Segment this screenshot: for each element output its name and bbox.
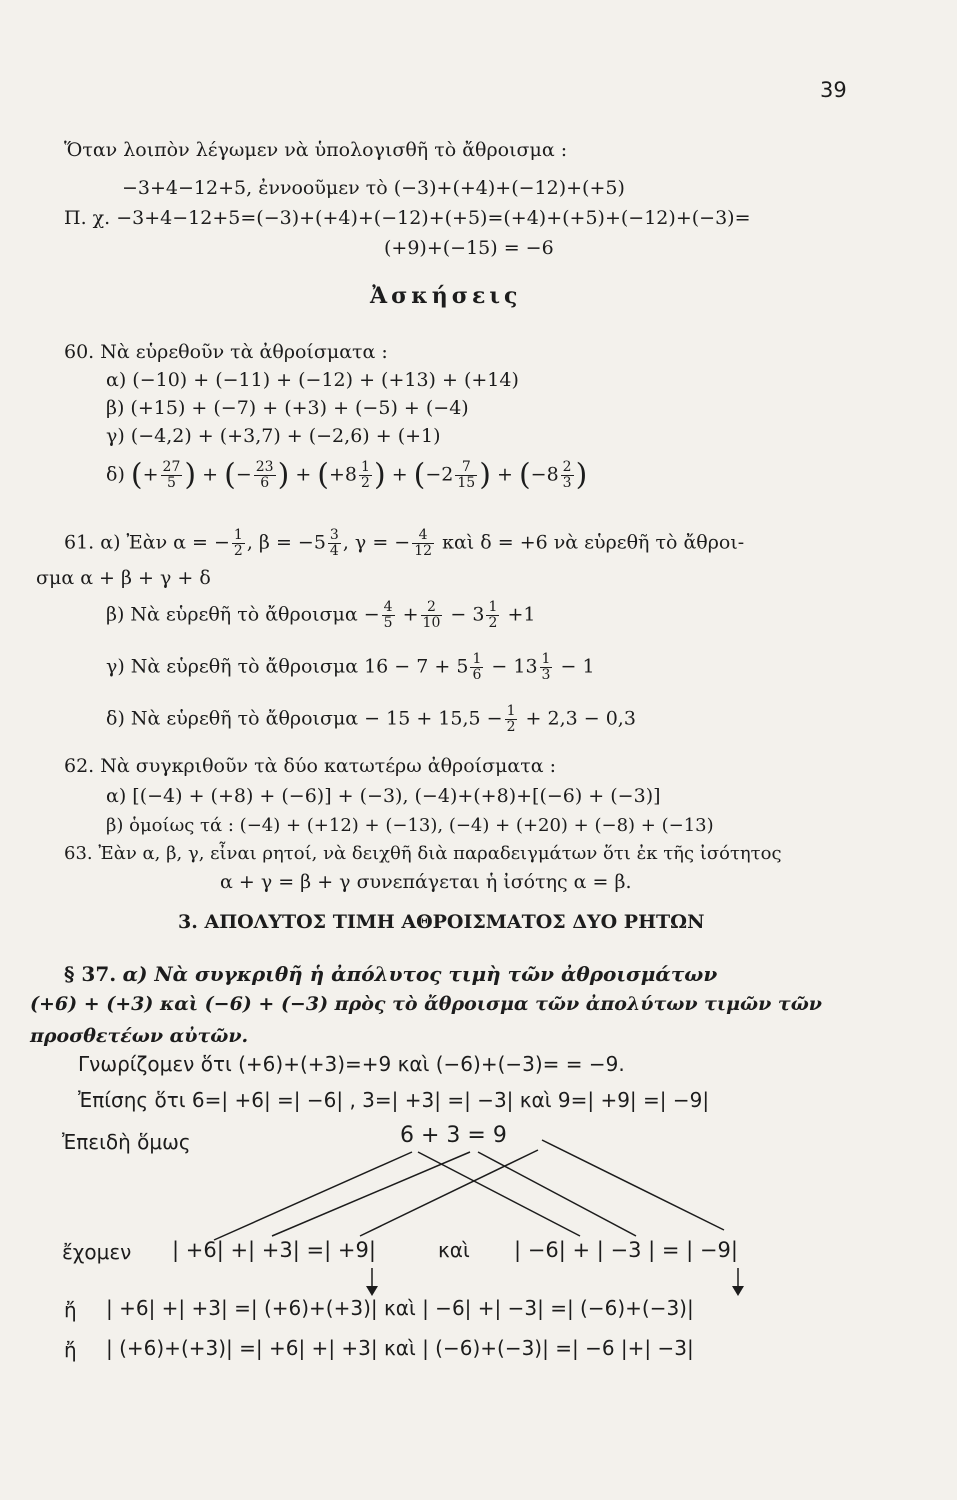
arrow-9-right: [542, 1140, 724, 1230]
paragraph-37-line-3: προσθετέων αὐτῶν.: [30, 1025, 249, 1047]
exercise-60-d: δ) (+ $\frac{27}{5}$ ) + (− $\frac{23}{6}$ ) + (+8 $\frac{1}{2}$ ) + (−2 $\frac{7}{15}$ ) + (−8 $\frac{2}{3}$ ): [106, 457, 588, 493]
arrow-down-left-head: [366, 1286, 378, 1296]
or-line-2-label: ἤ: [64, 1338, 77, 1362]
exercise-60-b: β) (+15) + (−7) + (+3) + (−5) + (−4): [106, 397, 469, 419]
paragraph-37-line-1: § 37. α) Νὰ συγκριθῆ ἡ ἀπόλυτος τιμὴ τῶν ἀθροισμάτων: [64, 962, 718, 986]
we-have-kai: καὶ: [438, 1238, 470, 1262]
exercise-60-intro: 60. Νὰ εὑρεθοῦν τὰ ἀθροίσματα :: [64, 341, 388, 363]
exercises-heading: Ἀσκήσεις: [370, 283, 522, 309]
exercise-61-d: δ) Νὰ εὑρεθῆ τὸ ἄθροισμα − 15 + 15,5 − $\frac{1}{2}$ + 2,3 − 0,3: [106, 703, 636, 735]
section-title: 3. ΑΠΟΛΥΤΟΣ ΤΙΜΗ ΑΘΡΟΙΣΜΑΤΟΣ ΔΥΟ ΡΗΤΩΝ: [178, 911, 705, 933]
since-label: Ἐπειδὴ ὅμως: [62, 1130, 191, 1154]
exercise-61-b: β) Νὰ εὑρεθῆ τὸ ἄθροισμα − $\frac{4}{5}$ + $\frac{2}{10}$ − 3 $\frac{1}{2}$ +1: [106, 599, 536, 631]
arrow-down-right-head: [732, 1286, 744, 1296]
intro-line-4: (+9)+(−15) = −6: [384, 237, 554, 259]
we-have-label: ἔχομεν: [62, 1240, 132, 1264]
paragraph-number: § 37.: [64, 962, 117, 986]
exercise-62-a: α) [(−4) + (+8) + (−6)] + (−3), (−4)+(+8)+[(−6) + (−3)]: [106, 785, 661, 807]
fraction: $\frac{7}{15}$: [457, 459, 476, 491]
known-line: Γνωρίζομεν ὅτι (+6)+(+3)=+9 καὶ (−6)+(−3)= = −9.: [78, 1052, 625, 1076]
intro-line-3: Π. χ. −3+4−12+5=(−3)+(+4)+(−12)+(+5)=(+4)+(+5)+(−12)+(−3)=: [64, 207, 751, 229]
exercise-62-intro: 62. Νὰ συγκριθοῦν τὰ δύο κατωτέρω ἀθροίσματα :: [64, 755, 557, 777]
arrow-6-left: [214, 1152, 412, 1240]
also-line: Ἐπίσης ὅτι 6=| +6| =| −6| , 3=| +3| =| −3| καὶ 9=| +9| =| −9|: [78, 1088, 710, 1112]
exercise-61-a-line-2: σμα α + β + γ + δ: [36, 567, 211, 589]
or-line-2: | (+6)+(+3)| =| +6| +| +3| καὶ | (−6)+(−3)| =| −6 |+| −3|: [106, 1336, 694, 1360]
or-line-1-label: ἤ: [64, 1298, 77, 1322]
we-have-left: | +6| +| +3| =| +9|: [172, 1238, 376, 1262]
intro-line-2: −3+4−12+5, ἐννοοῦμεν τὸ (−3)+(+4)+(−12)+(+5): [122, 177, 625, 199]
exercise-63-line-1: 63. Ἐὰν α, β, γ, εἶναι ρητοί, νὰ δειχθῆ διὰ παραδειγμάτων ὅτι ἐκ τῆς ἰσότητος: [64, 843, 782, 864]
sum-equation: 6 + 3 = 9: [400, 1123, 507, 1148]
arrow-3-left: [272, 1152, 470, 1236]
fraction: $\frac{23}{6}$: [255, 459, 274, 491]
intro-line-1: Ὅταν λοιπὸν λέγωμεν νὰ ὑπολογισθῆ τὸ ἄθροισμα :: [64, 139, 568, 161]
exercise-61-a: 61. α) Ἐὰν α = − $\frac{1}{2}$ , β = −5 $\frac{3}{4}$ , γ = − $\frac{4}{12}$ καὶ δ = +6 νὰ εὑρεθῆ τὸ ἄθροι-: [64, 527, 745, 559]
exercise-63-line-2: α + γ = β + γ συνεπάγεται ἡ ἰσότης α = β.: [220, 871, 632, 893]
exercise-61-c: γ) Νὰ εὑρεθῆ τὸ ἄθροισμα 16 − 7 + 5 $\frac{1}{6}$ − 13 $\frac{1}{3}$ − 1: [106, 651, 595, 683]
fraction: $\frac{1}{2}$: [361, 459, 370, 491]
exercise-62-b: β) ὁμοίως τά : (−4) + (+12) + (−13), (−4) + (+20) + (−8) + (−13): [106, 815, 714, 836]
exercise-60-a: α) (−10) + (−11) + (−12) + (+13) + (+14): [106, 369, 519, 391]
exercise-60-c: γ) (−4,2) + (+3,7) + (−2,6) + (+1): [106, 425, 441, 447]
paragraph-37-line-2: (+6) + (+3) καὶ (−6) + (−3) πρὸς τὸ ἄθροισμα τῶν ἀπολύτων τιμῶν τῶν: [30, 993, 822, 1015]
page-number: 39: [820, 78, 847, 102]
we-have-right: | −6| + | −3 | = | −9|: [514, 1238, 738, 1262]
fraction: $\frac{27}{5}$: [162, 459, 181, 491]
fraction: $\frac{2}{3}$: [562, 459, 572, 491]
or-line-1: | +6| +| +3| =| (+6)+(+3)| καὶ | −6| +| −3| =| (−6)+(−3)|: [106, 1296, 694, 1320]
exercise-60-d-label: δ): [106, 463, 125, 486]
